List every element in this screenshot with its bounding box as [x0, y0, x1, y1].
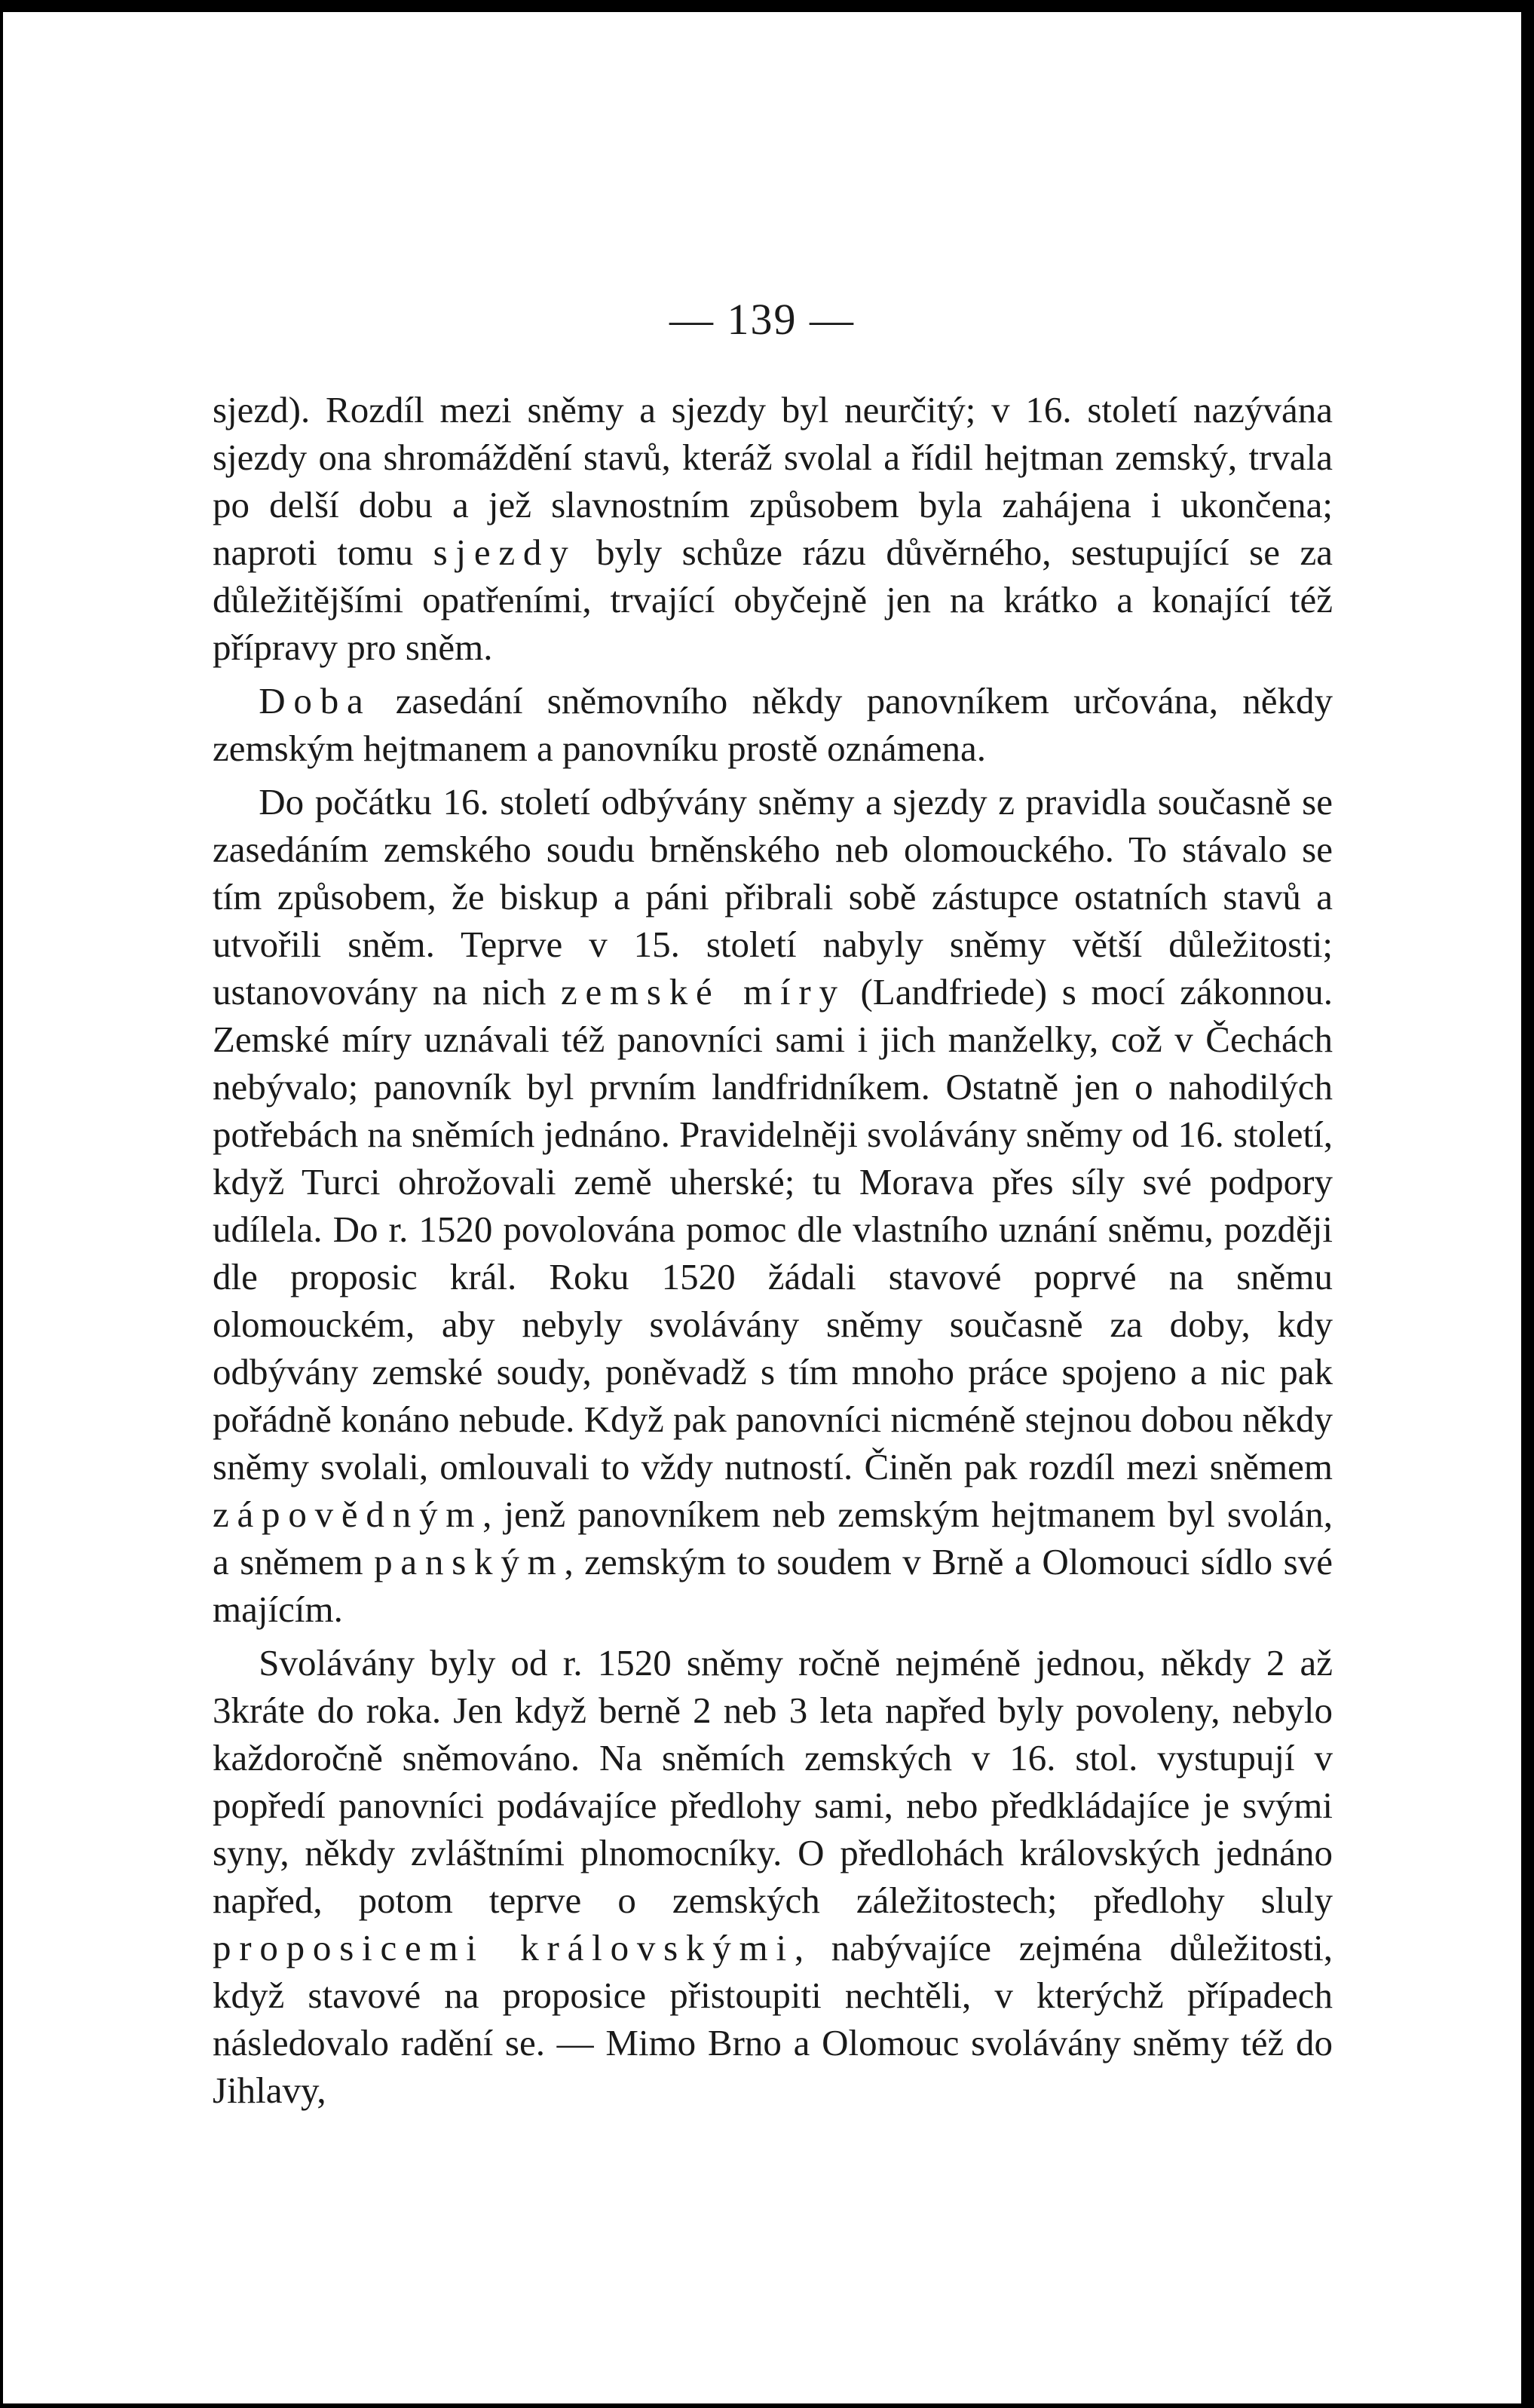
page-number: — 139 — [669, 295, 855, 344]
emphasized-text: proposicemi královskými [213, 1927, 795, 1968]
text-segment: , jenž panovníkem neb zemským hejtmanem byl svolán, a sněmem [213, 1494, 1333, 1582]
paragraph [213, 677, 1333, 772]
paragraph [213, 1639, 1333, 2114]
book-page [3, 12, 1521, 2403]
emphasized-text: sjezdy [433, 532, 577, 573]
text-segment: , nabývajíce zejména důležitosti, když stavové na proposice přistoupiti nechtěli, v kterýchž případech následovalo radění se. — Mimo Brno a Olomouc svolávány sněmy též do Jihlavy, [213, 1927, 1333, 2111]
emphasized-text: panským [374, 1541, 565, 1582]
text-segment: byly schůze rázu důvěrného, sestupující se za důležitějšími opatřeními, trvající obyčejně jen na krátko a konající též přípravy pro sněm. [213, 532, 1333, 668]
text-segment: Do počátku 16. století odbývány sněmy a sjezdy z pravidla současně se zasedáním zemského soudu brněnského neb olomouckého. To stávalo se tím způsobem, že biskup a páni přibrali sobě zástupce ostatních stavů a utvořili sněm. Teprve v 15. století nabyly sněmy větší důležitosti; ustanovovány na nich [213, 781, 1333, 1013]
text-segment: (Landfriede) s mocí zákonnou. Zemské míry uznávali též panovníci sami i jich manželky, což v Čechách nebývalo; panovník byl prvním landfridníkem. Ostatně jen o nahodilých potřebách na sněmích jednáno. Pravidelněji svolávány sněmy od 16. století, když Turci ohrožovali země uherské; tu Morava přes síly své podpory udílela. Do r. 1520 povolována pomoc dle vlastního uznání sněmu, později dle proposic král. Roku 1520 žádali stavové poprvé na sněmu olomouckém, aby nebyly svolávány sněmy současně za doby, kdy odbývány zemské soudy, poněvadž s tím mnoho práce spojeno a nic pak pořádně konáno nebude. Když pak panovníci nicméně stejnou dobou někdy sněmy svolali, omlouvali to vždy nutností. Činěn pak rozdíl mezi sněmem [213, 971, 1333, 1487]
emphasized-text: zápovědným [213, 1494, 483, 1535]
paragraph [213, 778, 1333, 1633]
text-segment: sjezd). Rozdíl mezi sněmy a sjezdy byl neurčitý; v 16. století nazývána sjezdy ona shromáždění stavů, kteráž svolal a řídil hejtman zemský, trvala po delší dobu a jež slavnostním způsobem byla zahájena i ukončena; naproti tomu [213, 389, 1333, 573]
emphasized-text: Doba [259, 680, 372, 721]
text-segment: zasedání sněmovního někdy panovníkem určována, někdy zemským hejtmanem a panovníku prostě oznámena. [213, 680, 1333, 769]
paragraph [213, 386, 1333, 671]
text-segment: , zemským to soudem v Brně a Olomouci sídlo své majícím. [213, 1541, 1333, 1630]
text-segment: Svolávány byly od r. 1520 sněmy ročně nejméně jednou, někdy 2 až 3kráte do roka. Jen když berně 2 neb 3 leta napřed byly povoleny, nebylo každoročně sněmováno. Na sněmích zemských v 16. stol. vystupují v popředí panovníci podávajíce předlohy sami, nebo předkládajíce je svými syny, někdy zvláštními plnomocníky. O předlohách královských jednáno napřed, potom teprve o zemských záležitostech; předlohy sluly [213, 1642, 1333, 1921]
emphasized-text: zemské míry [560, 971, 846, 1013]
body-text [213, 386, 1333, 2114]
